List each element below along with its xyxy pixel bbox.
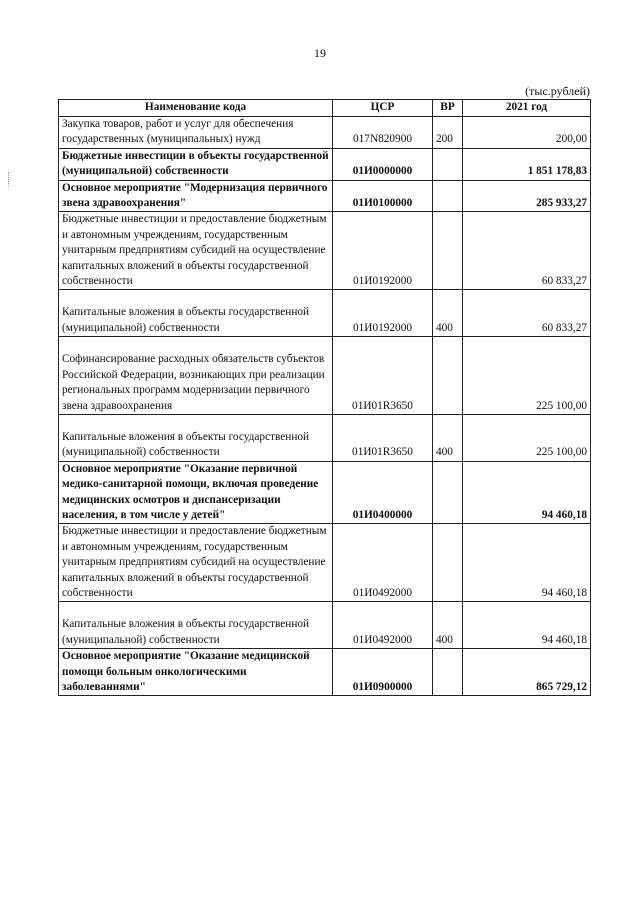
table-row: [59, 461, 591, 524]
row-vr-code: 200: [433, 117, 463, 149]
row-csr-code: 01И01R3650: [333, 414, 433, 461]
row-amount: 200,00: [463, 117, 591, 149]
row-amount: 60 833,27: [463, 212, 591, 290]
row-vr-code: [433, 212, 463, 290]
row-amount: 94 460,18: [463, 524, 591, 602]
table-row: [59, 148, 591, 180]
row-vr-code: [433, 524, 463, 602]
table-row: [59, 524, 591, 602]
table-body: [59, 117, 591, 696]
row-vr-code: [433, 148, 463, 180]
row-name: Основное мероприятие "Модернизация первичного звена здравоохранения": [59, 180, 333, 212]
row-name: Бюджетные инвестиции и предоставление бюджетным и автономным учреждениям, государственным унитарным предприятиям субсидий на осуществление капитальных вложений в объекты государственной собственности: [59, 524, 333, 602]
budget-table: [58, 99, 591, 696]
table-row: [59, 602, 591, 649]
row-csr-code: 01И0192000: [333, 212, 433, 290]
row-csr-code: 01И0492000: [333, 602, 433, 649]
row-amount: 94 460,18: [463, 602, 591, 649]
row-csr-code: 017N820900: [333, 117, 433, 149]
row-vr-code: 400: [433, 414, 463, 461]
margin-mark: [8, 172, 10, 186]
row-amount: 285 933,27: [463, 180, 591, 212]
row-name: Основное мероприятие "Оказание первичной медико-санитарной помощи, включая проведение медицинских осмотров и диспансеризации населения, в том числе у детей": [59, 461, 333, 524]
row-csr-code: 01И0400000: [333, 461, 433, 524]
row-name: Основное мероприятие "Оказание медицинской помощи больным онкологическими заболеваниями": [59, 649, 333, 696]
row-csr-code: 01И0000000: [333, 148, 433, 180]
row-csr-code: 01И0100000: [333, 180, 433, 212]
row-name: Бюджетные инвестиции и предоставление бюджетным и автономным учреждениям, государственным унитарным предприятиям субсидий на осуществление капитальных вложений в объекты государственной собственности: [59, 212, 333, 290]
row-vr-code: [433, 180, 463, 212]
row-name: Закупка товаров, работ и услуг для обеспечения государственных (муниципальных) нужд: [59, 117, 333, 149]
row-name: Капитальные вложения в объекты государственной (муниципальной) собственности: [59, 290, 333, 337]
header-csr: ЦСР: [333, 100, 433, 117]
header-name: Наименование кода: [59, 100, 333, 117]
table-row: [59, 117, 591, 149]
table-row: [59, 180, 591, 212]
table-row: [59, 212, 591, 290]
row-amount: 225 100,00: [463, 414, 591, 461]
header-vr: ВР: [433, 100, 463, 117]
table-row: [59, 337, 591, 415]
row-vr-code: [433, 337, 463, 415]
row-csr-code: 01И01R3650: [333, 337, 433, 415]
row-vr-code: 400: [433, 290, 463, 337]
row-amount: 865 729,12: [463, 649, 591, 696]
page-number: 19: [314, 46, 326, 60]
row-amount: 1 851 178,83: [463, 148, 591, 180]
row-name: Капитальные вложения в объекты государственной (муниципальной) собственности: [59, 602, 333, 649]
row-amount: 60 833,27: [463, 290, 591, 337]
table-row: [59, 414, 591, 461]
row-amount: 94 460,18: [463, 461, 591, 524]
table-header-row: [59, 100, 591, 117]
table-row: [59, 290, 591, 337]
table-row: [59, 649, 591, 696]
row-vr-code: 400: [433, 602, 463, 649]
row-name: Софинансирование расходных обязательств субъектов Российской Федерации, возникающих при реализации региональных программ модернизации первичного звена здравоохранения: [59, 337, 333, 415]
row-amount: 225 100,00: [463, 337, 591, 415]
row-name: Бюджетные инвестиции в объекты государственной (муниципальной) собственности: [59, 148, 333, 180]
row-vr-code: [433, 461, 463, 524]
header-amount: 2021 год: [463, 100, 591, 117]
row-name: Капитальные вложения в объекты государственной (муниципальной) собственности: [59, 414, 333, 461]
row-csr-code: 01И0900000: [333, 649, 433, 696]
row-vr-code: [433, 649, 463, 696]
row-csr-code: 01И0192000: [333, 290, 433, 337]
units-label: (тыс.рублей): [525, 84, 590, 98]
row-csr-code: 01И0492000: [333, 524, 433, 602]
